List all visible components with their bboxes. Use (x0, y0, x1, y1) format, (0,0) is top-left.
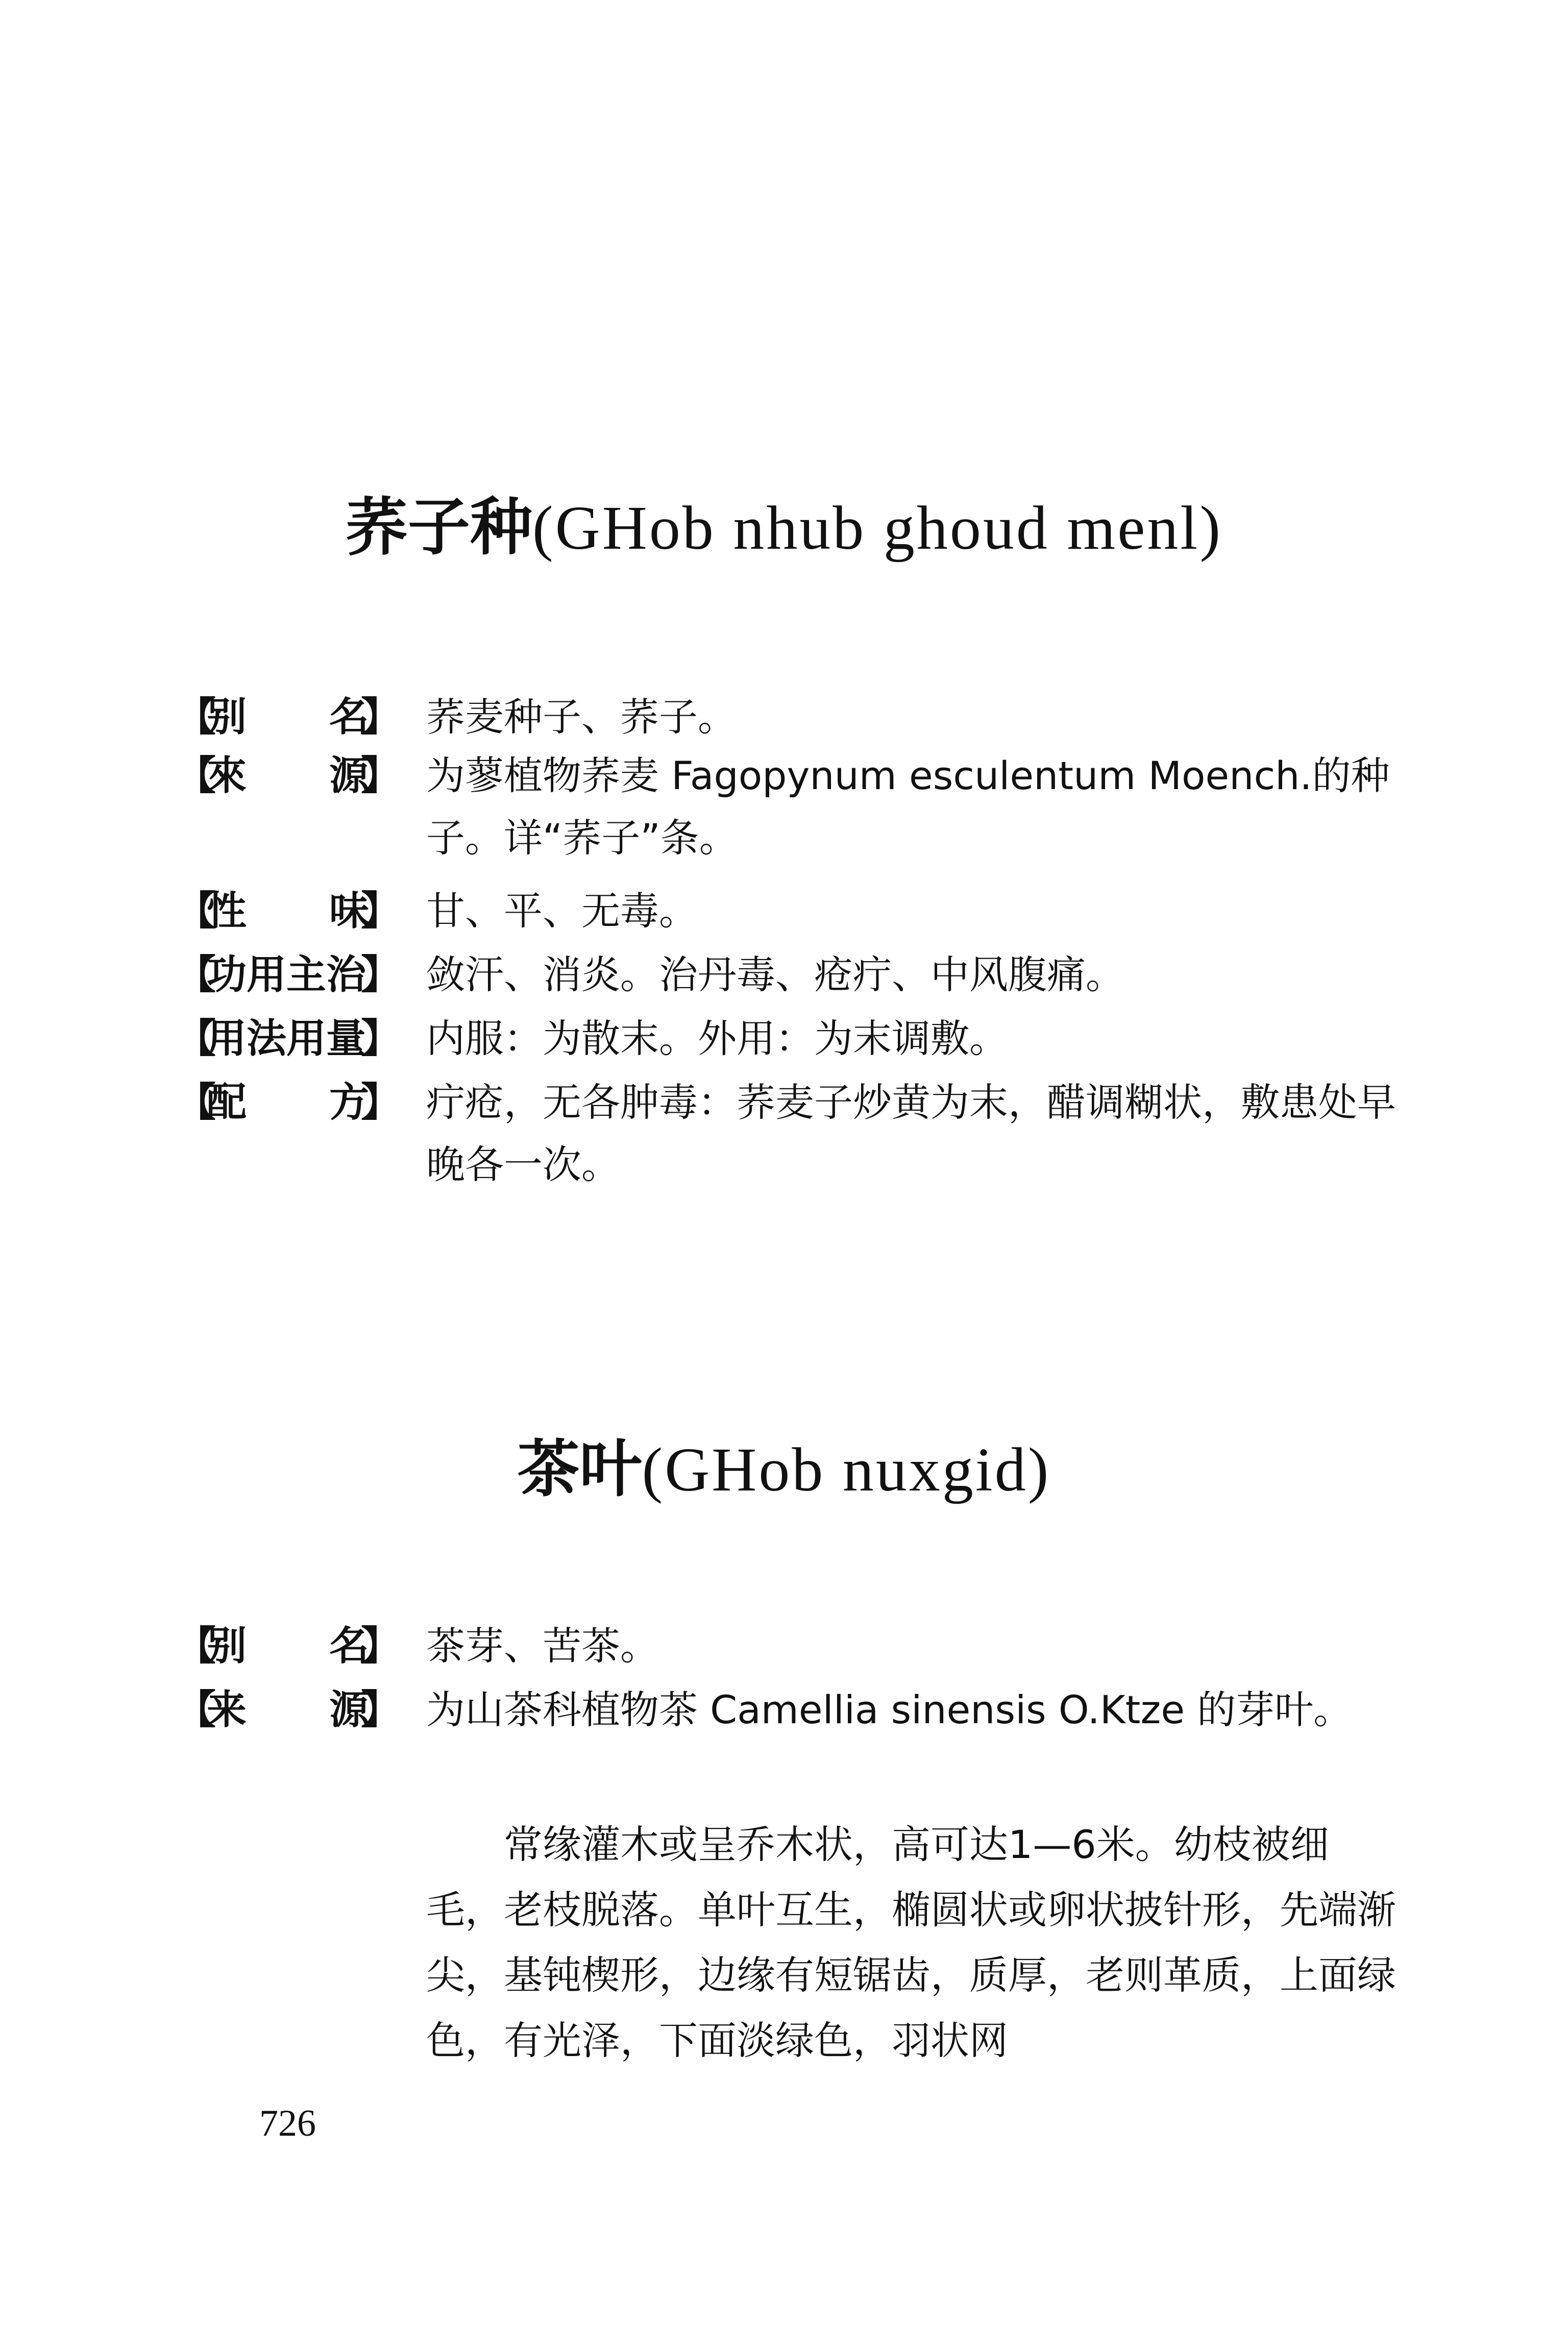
field-value: 茶芽、苦茶。 (426, 1623, 659, 1669)
description-paragraph: 常缘灌木或呈乔木状，高可达1—6米。幼枝被细毛，老枝脱落。单叶互生，椭圆状或卵状披针形，先端渐尖，基钝楔形，边缘有短锯齿，质厚，老则革质，上面绿色，有光泽，下面淡绿色，羽状网 (426, 1822, 1396, 2063)
entry-title-chinese: 茶叶 (517, 1433, 642, 1505)
field-label: 【 配 方 】 (176, 1080, 401, 1126)
entry-title-miao: (GHob nhub ghoud menl) (532, 494, 1222, 563)
entry-title (0, 1419, 1568, 1508)
entry-title-miao: (GHob nuxgid) (642, 1435, 1051, 1504)
field-value: 敛汗、消炎。治丹毒、疮疔、中风腹痛。 (426, 952, 1124, 997)
field-value: 为蓼植物荞麦 Fagopynum esculentum Moench.的种子。详“荞子”条。 (426, 753, 1390, 861)
field-value: 疔疮，无各肿毒：荞麦子炒黄为末，醋调糊状，敷患处早晚各一次。 (426, 1080, 1396, 1187)
field-value: 为山茶科植物茶 Camellia sinensis O.Ktze 的芽叶。 (426, 1687, 1353, 1732)
field-label: 【 功用主治 】 (176, 952, 401, 998)
field-label: 【 性 味 】 (176, 888, 401, 934)
field-value: 内服：为散末。外用：为末调敷。 (426, 1016, 1008, 1061)
page-number: 726 (259, 2102, 316, 2144)
entry-title-chinese: 荞子种 (346, 491, 533, 564)
field-label: 【 别 名 】 (176, 694, 401, 740)
field-value: 荞麦种子、荞子。 (426, 694, 737, 740)
field-label: 【 來 源 】 (176, 753, 401, 799)
field-label: 【 来 源 】 (176, 1687, 401, 1733)
field-label: 【 用法用量 】 (176, 1016, 401, 1062)
field-label: 【 别 名 】 (176, 1623, 401, 1669)
entry-title (0, 477, 1568, 567)
field-value: 甘、平、无毒。 (426, 888, 698, 934)
